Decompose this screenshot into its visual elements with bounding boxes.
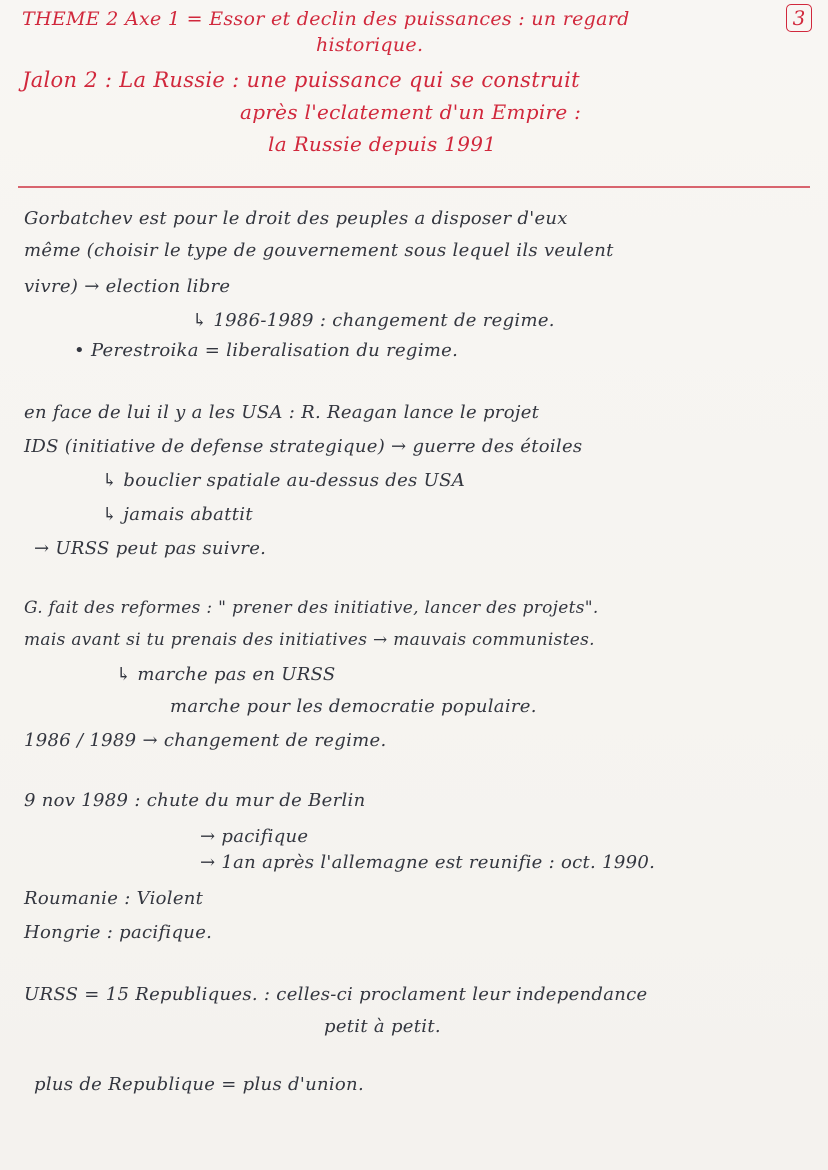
- note-line: URSS = 15 Republiques. : celles-ci proclament leur independance: [24, 984, 648, 1005]
- note-line: 9 nov 1989 : chute du mur de Berlin: [24, 790, 366, 811]
- note-line: ↳ jamais abattit: [102, 504, 253, 525]
- note-line: ↳ marche pas en URSS: [116, 664, 336, 685]
- note-line: ↳ 1986-1989 : changement de regime.: [192, 310, 555, 331]
- note-line: plus de Republique = plus d'union.: [34, 1074, 364, 1095]
- note-line: même (choisir le type de gouvernement sous lequel ils veulent: [24, 240, 614, 261]
- header-theme-continued: historique.: [316, 34, 424, 56]
- note-line: petit à petit.: [324, 1016, 441, 1037]
- note-line: mais avant si tu prenais des initiatives → mauvais communistes.: [24, 630, 595, 650]
- note-line: Roumanie : Violent: [24, 888, 204, 909]
- header-theme: THEME 2 Axe 1 = Essor et declin des puissances : un regard: [22, 8, 630, 30]
- note-line: → 1an après l'allemagne est reunifie : oct. 1990.: [200, 852, 656, 873]
- note-line: → pacifique: [200, 826, 309, 847]
- note-line: Gorbatchev est pour le droit des peuples a disposer d'eux: [24, 208, 568, 229]
- page-number: 3: [786, 4, 812, 32]
- note-line: Hongrie : pacifique.: [24, 922, 213, 943]
- note-line: → URSS peut pas suivre.: [34, 538, 267, 559]
- header-jalon: Jalon 2 : La Russie : une puissance qui se construit: [22, 68, 580, 92]
- note-line: • Perestroika = liberalisation du regime.: [74, 340, 459, 361]
- note-line: G. fait des reformes : " prener des initiative, lancer des projets".: [24, 598, 599, 618]
- note-line: ↳ bouclier spatiale au-dessus des USA: [102, 470, 466, 491]
- note-line: vivre) → election libre: [24, 276, 231, 297]
- note-line: IDS (initiative de defense strategique) → guerre des étoiles: [24, 436, 583, 457]
- header-divider: [18, 186, 810, 188]
- header-jalon-date: la Russie depuis 1991: [268, 132, 497, 156]
- note-line: marche pour les democratie populaire.: [170, 696, 537, 717]
- note-line: en face de lui il y a les USA : R. Reagan lance le projet: [24, 402, 540, 423]
- note-line: 1986 / 1989 → changement de regime.: [24, 730, 387, 751]
- header-jalon-continued: après l'eclatement d'un Empire :: [240, 100, 582, 124]
